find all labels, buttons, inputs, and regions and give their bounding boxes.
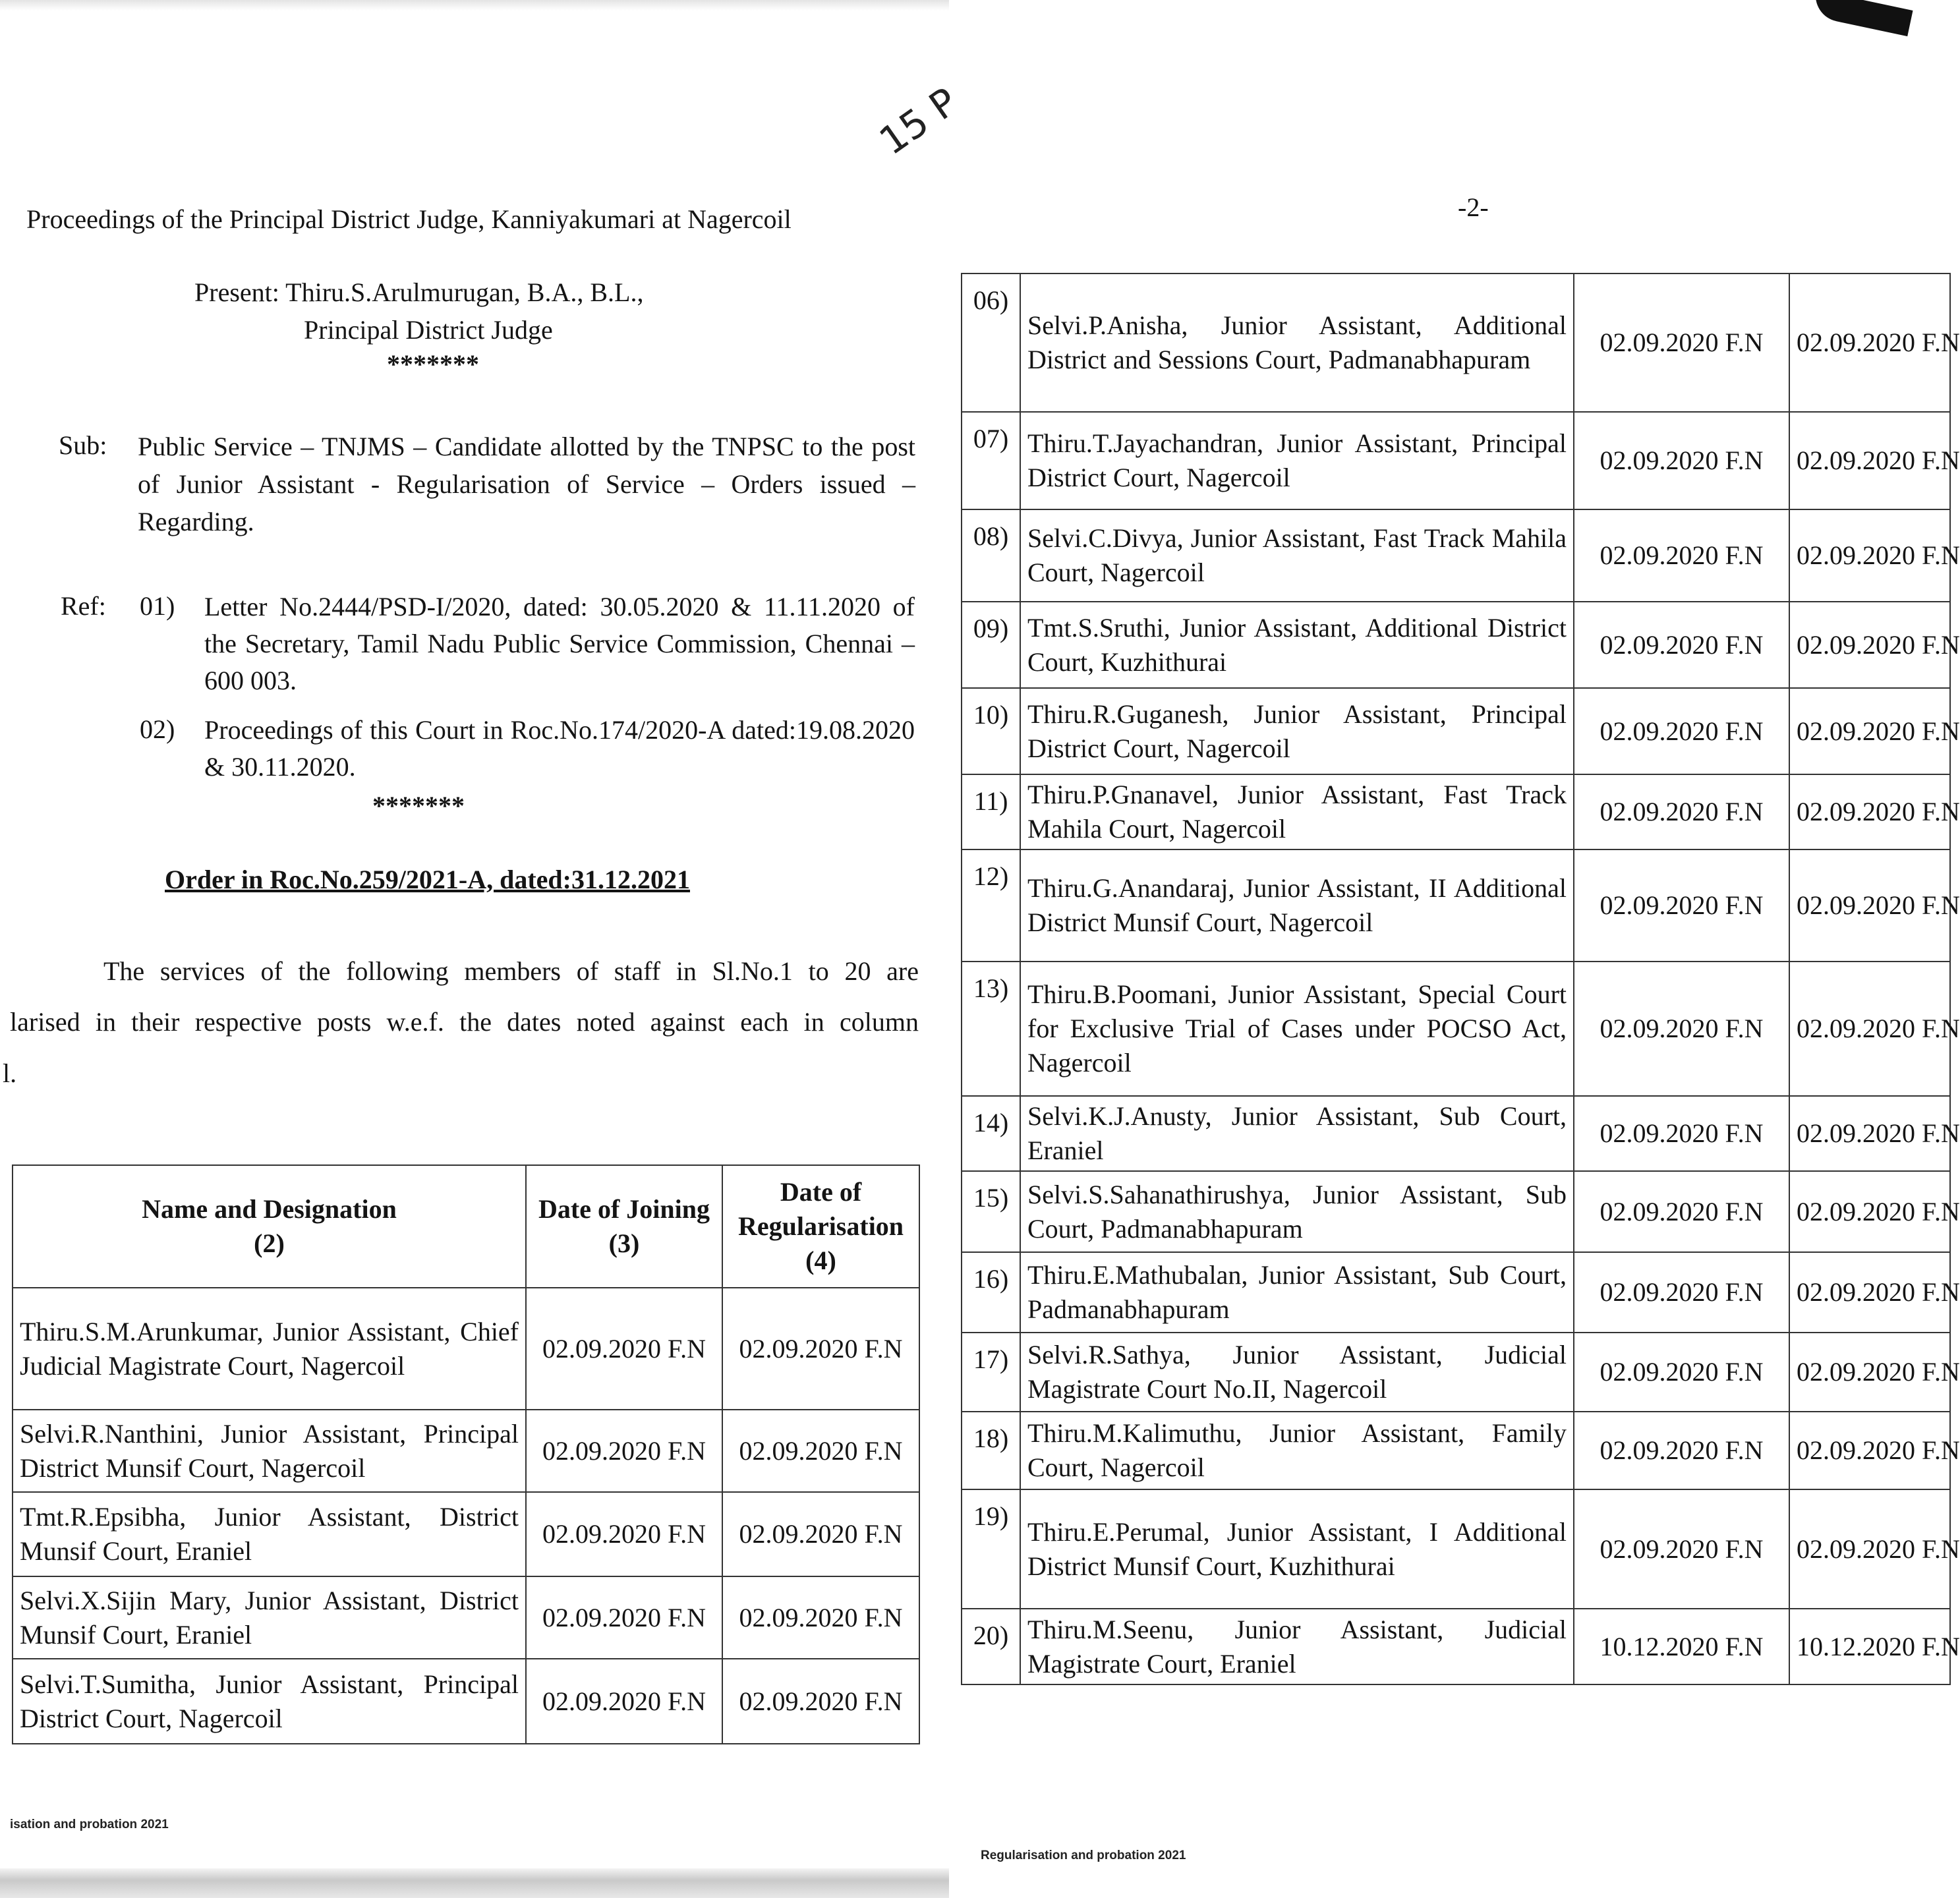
serial-number: 13) [962,962,1020,1096]
staff-name-designation: Tmt.R.Epsibha, Junior Assistant, District Munsif Court, Eraniel [13,1492,526,1576]
date-of-regularisation: 02.09.2020 F.N [1789,1489,1950,1609]
date-of-regularisation: 02.09.2020 F.N [1789,962,1950,1096]
staff-name-designation: Thiru.G.Anandaraj, Junior Assistant, II Additional District Munsif Court, Nagercoil [1020,849,1574,962]
order-heading: Order in Roc.No.259/2021-A, dated:31.12.2021 [165,865,690,894]
table-row [13,1659,919,1744]
handwritten-page-note: 15 P [871,78,966,164]
date-of-regularisation: 02.09.2020 F.N [722,1492,919,1576]
table-row [962,849,1950,962]
staff-table-right [961,273,1960,1685]
staff-name-designation: Selvi.R.Sathya, Junior Assistant, Judicial Magistrate Court No.II, Nagercoil [1020,1333,1574,1412]
header-reg-label-1: Date of [780,1177,862,1207]
date-of-regularisation: 02.09.2020 F.N [1789,1252,1950,1333]
serial-number: 17) [962,1333,1020,1412]
separator-stars: ******* [372,791,465,820]
staff-name-designation: Thiru.B.Poomani, Junior Assistant, Special Court for Exclusive Trial of Cases under POCSO Act, Nagercoil [1020,962,1574,1096]
judge-designation: Principal District Judge [304,315,553,345]
serial-number: 06) [962,273,1020,412]
table-row [962,774,1950,849]
date-of-regularisation: 02.09.2020 F.N [722,1288,919,1410]
staff-name-designation: Thiru.E.Mathubalan, Junior Assistant, Sub Court, Padmanabhapuram [1020,1252,1574,1333]
table-row [962,602,1950,688]
document-title: Proceedings of the Principal District Judge, Kanniyakumari at Nagercoil [26,204,792,234]
staff-name-designation: Selvi.P.Anisha, Junior Assistant, Additional District and Sessions Court, Padmanabhapuram [1020,273,1574,412]
date-of-joining: 02.09.2020 F.N [1574,1252,1789,1333]
table-row [962,1252,1950,1333]
table-row [962,962,1950,1096]
serial-number: 08) [962,509,1020,602]
table-row [962,1333,1950,1412]
staff-name-designation: Thiru.E.Perumal, Junior Assistant, I Additional District Munsif Court, Kuzhithurai [1020,1489,1574,1609]
serial-number: 15) [962,1171,1020,1252]
staff-name-designation: Selvi.R.Nanthini, Junior Assistant, Principal District Munsif Court, Nagercoil [13,1410,526,1492]
table-header-row [13,1165,919,1288]
date-of-regularisation: 02.09.2020 F.N [722,1659,919,1744]
date-of-joining: 02.09.2020 F.N [526,1492,722,1576]
table-row [962,1171,1950,1252]
date-of-joining: 02.09.2020 F.N [1574,273,1789,412]
staff-name-designation: Thiru.M.Seenu, Junior Assistant, Judicial Magistrate Court, Eraniel [1020,1609,1574,1684]
date-of-regularisation: 02.09.2020 F.N [1789,412,1950,509]
staff-name-designation: Selvi.X.Sijin Mary, Junior Assistant, District Munsif Court, Eraniel [13,1576,526,1659]
table-row [962,1412,1950,1489]
date-of-joining: 02.09.2020 F.N [1574,602,1789,688]
date-of-regularisation: 02.09.2020 F.N [1789,774,1950,849]
staff-name-designation: Selvi.K.J.Anusty, Junior Assistant, Sub Court, Eraniel [1020,1096,1574,1171]
left-page [0,0,949,1898]
ref-text: Proceedings of this Court in Roc.No.174/2020-A dated:19.08.2020 & 30.11.2020. [204,715,915,782]
header-regularisation [722,1165,919,1288]
ref-label: Ref: [61,591,106,621]
date-of-joining: 02.09.2020 F.N [1574,688,1789,774]
table-row [13,1576,919,1659]
staff-name-designation: Selvi.C.Divya, Junior Assistant, Fast Track Mahila Court, Nagercoil [1020,509,1574,602]
date-of-joining: 02.09.2020 F.N [526,1576,722,1659]
staff-name-designation: Selvi.T.Sumitha, Junior Assistant, Principal District Court, Nagercoil [13,1659,526,1744]
table-row [962,509,1950,602]
separator-stars: ******* [387,349,479,379]
serial-number: 14) [962,1096,1020,1171]
serial-number: 18) [962,1412,1020,1489]
staff-name-designation: Thiru.S.M.Arunkumar, Junior Assistant, Chief Judicial Magistrate Court, Nagercoil [13,1288,526,1410]
page-number: -2- [1458,192,1489,222]
order-paragraph-line: The services of the following members of staff in Sl.No.1 to 20 are [103,956,919,986]
serial-number: 16) [962,1252,1020,1333]
staff-name-designation: Thiru.P.Gnanavel, Junior Assistant, Fast Track Mahila Court, Nagercoil [1020,774,1574,849]
date-of-joining: 02.09.2020 F.N [1574,774,1789,849]
serial-number: 07) [962,412,1020,509]
serial-number: 19) [962,1489,1020,1609]
table-row [962,273,1950,412]
present-line: Present: Thiru.S.Arulmurugan, B.A., B.L., [194,277,644,307]
date-of-joining: 02.09.2020 F.N [1574,1333,1789,1412]
date-of-regularisation: 02.09.2020 F.N [1789,1333,1950,1412]
date-of-joining: 02.09.2020 F.N [1574,1171,1789,1252]
header-joining [526,1165,722,1288]
serial-number: 10) [962,688,1020,774]
staff-name-designation: Thiru.M.Kalimuthu, Junior Assistant, Family Court, Nagercoil [1020,1412,1574,1489]
page-footer: Regularisation and probation 2021 [981,1849,1186,1862]
page-footer: isation and probation 2021 [10,1818,169,1831]
date-of-joining: 02.09.2020 F.N [526,1288,722,1410]
staff-name-designation: Thiru.T.Jayachandran, Junior Assistant, Principal District Court, Nagercoil [1020,412,1574,509]
header-reg-number: (4) [805,1246,836,1275]
table-row [13,1492,919,1576]
date-of-regularisation: 02.09.2020 F.N [1789,1171,1950,1252]
staff-name-designation: Selvi.S.Sahanathirushya, Junior Assistant, Sub Court, Padmanabhapuram [1020,1171,1574,1252]
date-of-regularisation: 02.09.2020 F.N [1789,273,1950,412]
header-joining-number: (3) [608,1228,640,1258]
date-of-joining: 02.09.2020 F.N [1574,509,1789,602]
date-of-joining: 02.09.2020 F.N [1574,412,1789,509]
date-of-regularisation: 02.09.2020 F.N [1789,602,1950,688]
staff-name-designation: Tmt.S.Sruthi, Junior Assistant, Additional District Court, Kuzhithurai [1020,602,1574,688]
staff-name-designation: Thiru.R.Guganesh, Junior Assistant, Principal District Court, Nagercoil [1020,688,1574,774]
scan-shadow [0,0,949,11]
subject-text: Public Service – TNJMS – Candidate allotted by the TNPSC to the post of Junior Assistant - Regularisation of Service – Orders issued – Regarding. [138,432,915,536]
serial-number: 12) [962,849,1020,962]
date-of-joining: 02.09.2020 F.N [1574,962,1789,1096]
header-name-label: Name and Designation [142,1194,397,1224]
table-row [962,1489,1950,1609]
header-name-number: (2) [254,1228,285,1258]
date-of-joining: 02.09.2020 F.N [1574,1096,1789,1171]
staff-table-left [12,1165,920,1744]
sub-label: Sub: [59,430,107,460]
date-of-regularisation: 02.09.2020 F.N [1789,509,1950,602]
table-row [962,412,1950,509]
scan-edge [0,1868,949,1898]
date-of-joining: 02.09.2020 F.N [1574,1412,1789,1489]
table-row [962,1096,1950,1171]
table-row [13,1288,919,1410]
date-of-regularisation: 02.09.2020 F.N [1789,688,1950,774]
date-of-joining: 02.09.2020 F.N [1574,849,1789,962]
date-of-regularisation: 02.09.2020 F.N [1789,849,1950,962]
header-reg-label-2: Regularisation [737,1211,904,1241]
order-paragraph-line: l. [3,1058,17,1088]
order-paragraph-line: larised in their respective posts w.e.f. the dates noted against each in column [10,1007,919,1037]
serial-number: 09) [962,602,1020,688]
header-joining-label: Date of Joining [538,1194,710,1224]
date-of-joining: 02.09.2020 F.N [526,1659,722,1744]
table-row [962,1609,1950,1684]
date-of-joining: 02.09.2020 F.N [526,1410,722,1492]
right-page [871,0,1960,1898]
date-of-regularisation: 02.09.2020 F.N [722,1576,919,1659]
date-of-joining: 10.12.2020 F.N [1574,1609,1789,1684]
serial-number: 20) [962,1609,1020,1684]
ref-number: 01) [140,591,175,621]
date-of-joining: 02.09.2020 F.N [1574,1489,1789,1609]
date-of-regularisation: 10.12.2020 F.N [1789,1609,1950,1684]
table-row [13,1410,919,1492]
date-of-regularisation: 02.09.2020 F.N [1789,1412,1950,1489]
date-of-regularisation: 02.09.2020 F.N [1789,1096,1950,1171]
header-name [13,1165,526,1288]
ref-number: 02) [140,714,175,744]
scan-mark [1810,0,1913,36]
table-row [962,688,1950,774]
serial-number: 11) [962,774,1020,849]
date-of-regularisation: 02.09.2020 F.N [722,1410,919,1492]
ref-text: Letter No.2444/PSD-I/2020, dated: 30.05.2020 & 11.11.2020 of the Secretary, Tamil Nadu Public Service Commission, Chennai – 600 003. [204,592,915,695]
